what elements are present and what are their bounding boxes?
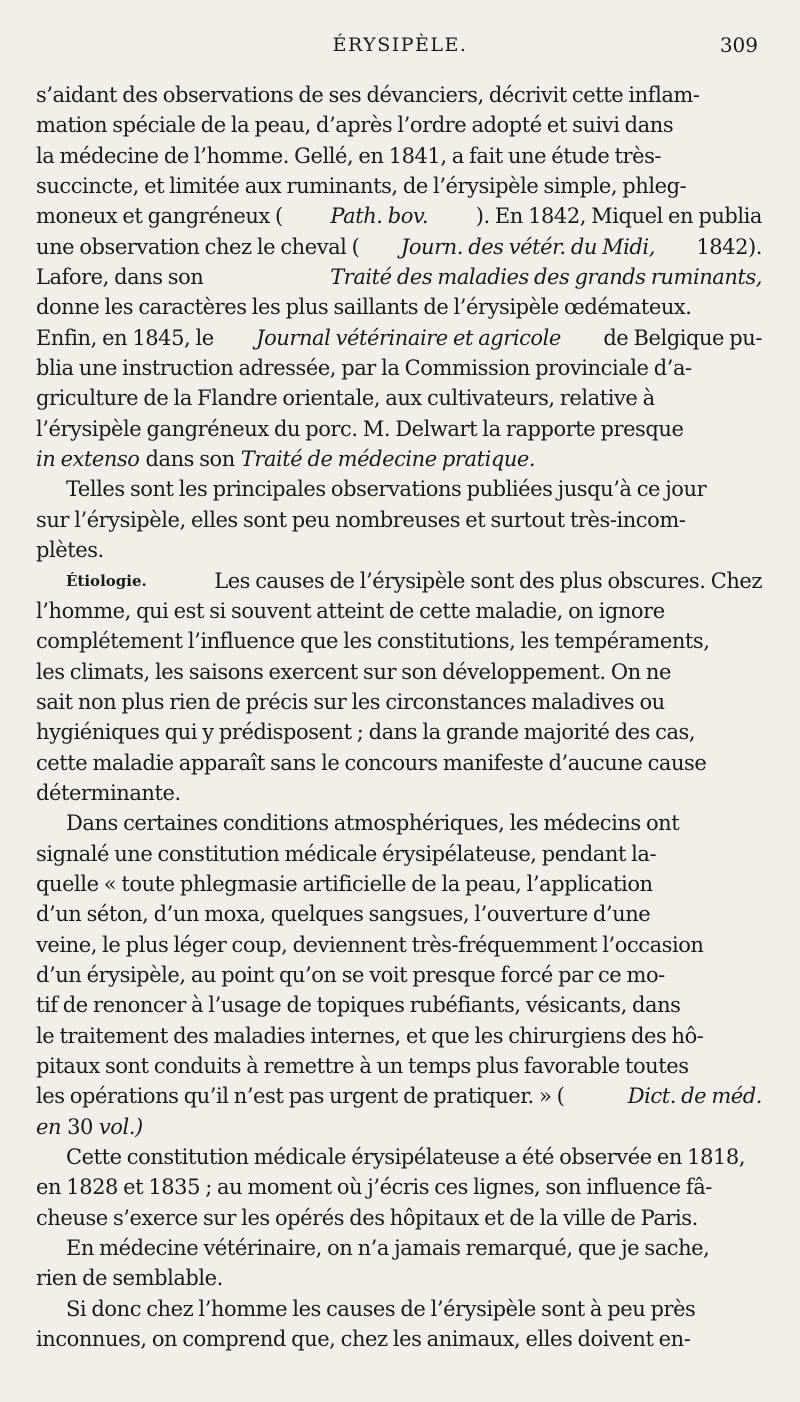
text-segment: hygiéniques qui y prédisposent ; dans la grande majorité des cas, bbox=[36, 720, 696, 745]
text-segment: en 1828 et 1835 ; au moment où j’écris ces lignes, son influence fâ- bbox=[36, 1175, 712, 1200]
text-line bbox=[36, 990, 762, 1020]
text-line bbox=[36, 505, 762, 535]
text-line bbox=[36, 1324, 762, 1354]
text-segment: déterminante. bbox=[36, 780, 181, 805]
page-number: 309 bbox=[719, 33, 758, 57]
italic-text: in extenso bbox=[36, 447, 140, 472]
text-segment: Enfin, en 1845, le bbox=[36, 325, 214, 350]
text-segment: moneux et gangréneux ( bbox=[36, 204, 283, 229]
italic-text: Journal vétérinaire et agricole bbox=[256, 325, 561, 350]
text-line bbox=[36, 323, 762, 353]
text-segment: quelle « toute phlegmasie artificielle de la peau, l’application bbox=[36, 871, 653, 896]
text-segment: s’aidant des observations de ses dévanciers, décrivit cette inflam- bbox=[36, 83, 700, 107]
text-segment: Les causes de l’érysipèle sont des plus obscures. Chez bbox=[214, 568, 762, 593]
text-segment: succincte, et limitée aux ruminants, de l’érysipèle simple, phleg- bbox=[36, 174, 687, 199]
text-segment: pitaux sont conduits à remettre à un temps plus favorable toutes bbox=[36, 1054, 689, 1078]
text-line bbox=[36, 687, 762, 717]
text-line bbox=[36, 1172, 762, 1202]
text-segment: plètes. bbox=[36, 538, 104, 563]
text-segment: dans son bbox=[145, 447, 235, 472]
text-line bbox=[36, 262, 762, 292]
text-line bbox=[36, 899, 762, 929]
text-segment: d’un érysipèle, au point qu’on se voit presque forcé par ce mo- bbox=[36, 962, 665, 987]
text-line bbox=[36, 778, 762, 808]
italic-text: Journ. des vétér. du Midi, bbox=[400, 234, 655, 259]
text-line bbox=[36, 748, 762, 778]
text-segment: d’un séton, d’un moxa, quelques sangsues, l’ouverture d’une bbox=[36, 902, 651, 927]
text-segment: sur l’érysipèle, elles sont peu nombreuses et surtout très-incom- bbox=[36, 507, 686, 532]
italic-text: en bbox=[36, 1114, 62, 1139]
text-segment: Lafore, dans son bbox=[36, 265, 204, 290]
text-line bbox=[36, 383, 762, 413]
italic-text: vol.) bbox=[98, 1114, 143, 1139]
text-line bbox=[36, 110, 762, 140]
text-segment: une observation chez le cheval ( bbox=[36, 234, 360, 259]
page-body-text bbox=[36, 80, 762, 1354]
text-segment: mation spéciale de la peau, d’après l’ordre adopté et suivi dans bbox=[36, 113, 674, 138]
italic-text: Traité des maladies des grands ruminants, bbox=[330, 265, 762, 290]
text-line bbox=[36, 232, 762, 262]
text-segment: les climats, les saisons exercent sur son développement. On ne bbox=[36, 659, 671, 684]
text-segment: blia une instruction adressée, par la Commission provinciale d’a- bbox=[36, 356, 692, 381]
text-line bbox=[36, 566, 762, 596]
text-line bbox=[36, 474, 762, 504]
text-segment: 1842). bbox=[696, 234, 762, 259]
italic-text: Dict. de méd. bbox=[627, 1084, 762, 1109]
text-line bbox=[36, 1203, 762, 1233]
text-segment: sait non plus rien de précis sur les circonstances maladives ou bbox=[36, 689, 665, 714]
text-line bbox=[36, 1142, 762, 1172]
italic-text: Path. bov. bbox=[330, 204, 429, 229]
text-line bbox=[36, 717, 762, 747]
text-segment: inconnues, on comprend que, chez les animaux, elles doivent en- bbox=[36, 1327, 691, 1352]
page-header bbox=[36, 30, 764, 64]
text-line bbox=[36, 535, 762, 565]
text-segment: En médecine vétérinaire, on n’a jamais remarqué, que je sache, bbox=[66, 1236, 710, 1261]
text-line bbox=[36, 1051, 762, 1081]
text-line bbox=[36, 960, 762, 990]
text-line bbox=[36, 626, 762, 656]
text-segment: Cette constitution médicale érysipélateuse a été observée en 1818, bbox=[66, 1145, 746, 1170]
text-line bbox=[36, 869, 762, 899]
text-segment: Dans certaines conditions atmosphériques, les médecins ont bbox=[66, 811, 680, 836]
text-segment: cheuse s’exerce sur les opérés des hôpitaux et de la ville de Paris. bbox=[36, 1205, 698, 1230]
text-segment: tif de renoncer à l’usage de topiques rubéfiants, vésicants, dans bbox=[36, 993, 681, 1018]
text-line bbox=[36, 1263, 762, 1293]
text-line bbox=[36, 596, 762, 626]
text-segment: rien de semblable. bbox=[36, 1266, 223, 1291]
running-title: ÉRYSIPÈLE. bbox=[332, 34, 468, 56]
text-line bbox=[36, 353, 762, 383]
section-heading: Étiologie. bbox=[66, 571, 147, 590]
text-line bbox=[36, 839, 762, 869]
text-segment: les opérations qu’il n’est pas urgent de pratiquer. » ( bbox=[36, 1084, 565, 1109]
text-segment: l’érysipèle gangréneux du porc. M. Delwart la rapporte presque bbox=[36, 416, 684, 441]
text-line bbox=[36, 444, 762, 474]
text-segment: de Belgique pu- bbox=[603, 325, 762, 350]
text-line bbox=[36, 808, 762, 838]
text-segment: cette maladie apparaît sans le concours manifeste d’aucune cause bbox=[36, 750, 707, 775]
text-segment: la médecine de l’homme. Gellé, en 1841, a fait une étude très- bbox=[36, 143, 662, 168]
text-line bbox=[36, 1233, 762, 1263]
text-line bbox=[36, 414, 762, 444]
text-segment: l’homme, qui est si souvent atteint de cette maladie, on ignore bbox=[36, 598, 665, 623]
text-line bbox=[36, 201, 762, 231]
text-segment: donne les caractères les plus saillants de l’érysipèle œdémateux. bbox=[36, 295, 692, 320]
text-line bbox=[36, 80, 762, 110]
text-segment: signalé une constitution médicale érysipélateuse, pendant la- bbox=[36, 841, 657, 866]
text-line bbox=[36, 930, 762, 960]
text-line bbox=[36, 1081, 762, 1111]
text-segment: Si donc chez l’homme les causes de l’érysipèle sont à peu près bbox=[66, 1296, 696, 1321]
text-segment: Telles sont les principales observations publiées jusqu’à ce jour bbox=[66, 477, 707, 502]
text-segment: griculture de la Flandre orientale, aux cultivateurs, relative à bbox=[36, 386, 655, 411]
text-line bbox=[36, 657, 762, 687]
text-segment: complétement l’influence que les constitutions, les tempéraments, bbox=[36, 629, 710, 654]
italic-text: Traité de médecine pratique. bbox=[240, 447, 536, 472]
text-segment: 30 bbox=[67, 1114, 93, 1139]
text-line bbox=[36, 292, 762, 322]
text-line bbox=[36, 1294, 762, 1324]
text-line bbox=[36, 1112, 762, 1142]
text-line bbox=[36, 171, 762, 201]
text-segment: ). En 1842, Miquel en publia bbox=[475, 204, 762, 229]
text-segment: veine, le plus léger coup, deviennent très-fréquemment l’occasion bbox=[36, 932, 704, 957]
text-line bbox=[36, 1021, 762, 1051]
text-segment: le traitement des maladies internes, et que les chirurgiens des hô- bbox=[36, 1023, 704, 1048]
text-line bbox=[36, 141, 762, 171]
